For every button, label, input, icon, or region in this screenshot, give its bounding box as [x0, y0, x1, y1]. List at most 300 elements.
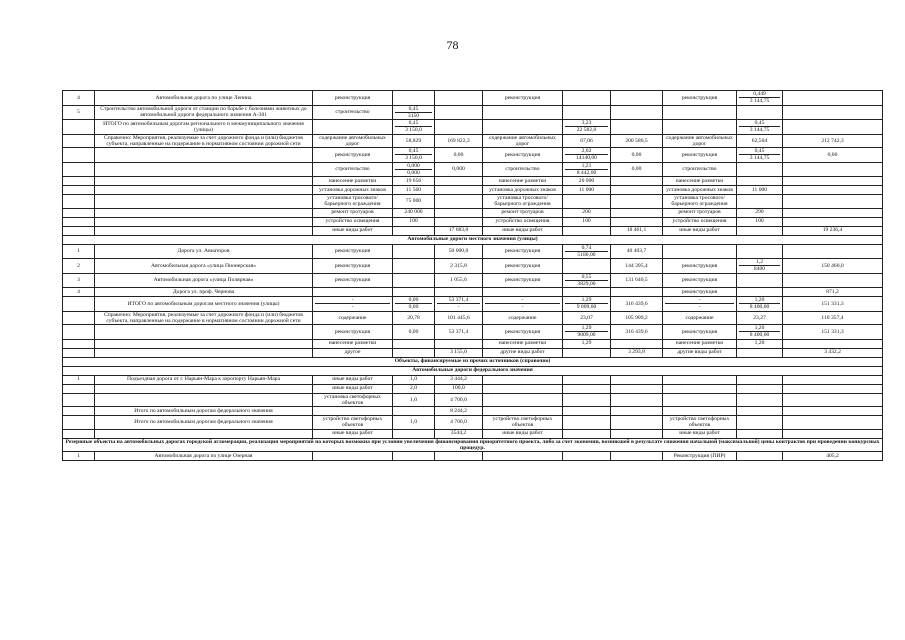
table-cell: реконструкция	[663, 259, 737, 274]
table-cell	[611, 186, 663, 195]
table-cell	[393, 226, 435, 235]
table-cell	[63, 195, 95, 209]
table-cell: 0,000	[435, 162, 483, 177]
table-cell: установка светофорных объектов	[313, 393, 393, 407]
table-cell	[393, 148, 435, 163]
table-cell	[611, 208, 663, 217]
table-cell: иные виды работ	[483, 226, 563, 235]
table-cell: реконструкция	[483, 325, 563, 340]
table-row	[63, 273, 883, 288]
table-cell: устройство светофорных объектов	[313, 416, 393, 430]
table-cell: установка дорожных знаков	[313, 186, 393, 195]
table-cell	[63, 120, 95, 135]
table-cell: строительство	[313, 105, 393, 120]
table-cell	[483, 297, 563, 312]
table-cell	[611, 288, 663, 297]
table-cell	[611, 407, 663, 416]
table-cell: нанесение разметки	[483, 177, 563, 186]
table-cell	[483, 407, 563, 416]
table-cell: ремонт тротуаров	[663, 208, 737, 217]
table-row	[63, 311, 883, 325]
table-cell: 1,0	[393, 416, 435, 430]
table-cell	[563, 244, 611, 259]
table-cell	[737, 162, 783, 177]
table-cell: 151 331,3	[783, 297, 883, 312]
table-cell: установка тросового/барьерного ограждения	[483, 195, 563, 209]
table-cell: ИТОГО по автомобильным дорогам регионального и межмуниципального значения (улицы)	[95, 120, 313, 135]
table-cell: 20,78	[393, 311, 435, 325]
cell-value: 9009,00	[565, 331, 608, 338]
table-cell: 2 315,8	[435, 259, 483, 274]
cell-value: 14140,00	[565, 154, 608, 161]
table-row	[63, 357, 883, 366]
table-cell: 1,0	[393, 393, 435, 407]
cell-value: 0,00	[395, 303, 432, 310]
table-row	[63, 429, 883, 438]
table-cell: установка тросового/барьерного ограждения	[663, 195, 737, 209]
table-cell	[611, 375, 663, 384]
table-cell	[63, 429, 95, 438]
table-cell	[563, 429, 611, 438]
cell-value: 3829,00	[565, 280, 608, 287]
table-cell	[737, 177, 783, 186]
table-cell: 0,00	[611, 162, 663, 177]
table-cell: реконструкция	[663, 91, 737, 106]
cell-value: 0,000	[407, 162, 420, 169]
table-cell	[737, 452, 783, 461]
cell-value: 1,29	[581, 325, 592, 331]
table-row	[63, 297, 883, 312]
table-cell	[393, 429, 435, 438]
table-row	[63, 288, 883, 297]
table-cell: другие виды работ	[483, 348, 563, 357]
table-cell: 144 395,4	[611, 259, 663, 274]
table-row	[63, 339, 883, 348]
table-cell: 11 560	[393, 186, 435, 195]
table-cell: 58,829	[393, 134, 435, 148]
table-cell	[783, 393, 883, 407]
table-row	[63, 177, 883, 186]
table-cell: 40 403,7	[611, 244, 663, 259]
cell-value: -	[351, 297, 354, 303]
table-cell: 17 683,0	[435, 226, 483, 235]
table-cell	[611, 91, 663, 106]
table-cell	[737, 325, 783, 340]
table-row	[63, 195, 883, 209]
table-cell	[611, 217, 663, 226]
table-cell	[737, 273, 783, 288]
cell-value: 5180,00	[565, 251, 608, 258]
table-cell: 1	[63, 244, 95, 259]
cell-value: 1,20	[754, 325, 765, 331]
cell-value: -	[698, 297, 701, 303]
cell-value: 3 144,75	[739, 97, 780, 104]
table-cell: 100	[393, 217, 435, 226]
table-cell	[783, 416, 883, 430]
table-cell: содержание	[313, 311, 393, 325]
table-cell	[737, 429, 783, 438]
table-row	[63, 393, 883, 407]
section-header: Резервные объекты на автомобильных дорогах городской агломерации, реализация мероприятий на которых возможна при условии увеличения финансирования приоритетного проекта, либо за счет экономии, возникшей в результате снижения начальной (максимальной) цены контрактов при проведении конкурсных процедур.	[63, 438, 883, 452]
table-cell: 1,0	[393, 375, 435, 384]
table-cell	[313, 297, 393, 312]
table-row	[63, 348, 883, 357]
table-cell	[611, 120, 663, 135]
table-cell: 316 439,6	[611, 297, 663, 312]
table-cell: 53 371,4	[435, 325, 483, 340]
table-cell: 100	[563, 217, 611, 226]
cell-value: -	[665, 303, 734, 310]
table-cell: 151 331,3	[783, 325, 883, 340]
table-cell	[783, 407, 883, 416]
cell-value: 0,45	[408, 148, 419, 154]
table-cell: установка дорожных знаков	[663, 186, 737, 195]
section-header: Автомобильные дороги местного значения (улицы)	[63, 235, 883, 244]
table-cell	[563, 297, 611, 312]
table-cell	[737, 105, 783, 120]
table-cell	[783, 217, 883, 226]
table-cell	[663, 297, 737, 312]
table-cell: строительство	[663, 162, 737, 177]
table-cell	[313, 407, 393, 416]
table-cell	[563, 452, 611, 461]
table-cell	[63, 177, 95, 186]
table-cell	[95, 339, 313, 348]
table-cell	[63, 311, 95, 325]
table-cell	[95, 208, 313, 217]
table-cell	[435, 208, 483, 217]
cell-value: 0,000	[395, 169, 432, 176]
cell-value: 53 371,4	[448, 297, 469, 303]
table-cell: 75 000	[393, 195, 435, 209]
table-cell: 18 461,1	[611, 226, 663, 235]
table-cell	[483, 393, 563, 407]
table-cell: 62,504	[737, 134, 783, 148]
table-cell: 1,20	[737, 339, 783, 348]
table-cell: реконструкция	[663, 273, 737, 288]
table-cell: реконструкция	[483, 259, 563, 274]
cell-value: 0,45	[754, 148, 765, 154]
table-cell	[563, 273, 611, 288]
table-cell: 150 460,0	[783, 259, 883, 274]
table-row	[63, 120, 883, 135]
table-cell	[435, 339, 483, 348]
table-cell	[63, 297, 95, 312]
table-row	[63, 186, 883, 195]
cell-value: 3 150,0	[395, 154, 432, 161]
table-cell	[563, 91, 611, 106]
table-cell: иные виды работ	[483, 429, 563, 438]
table-cell: 871,2	[783, 288, 883, 297]
table-cell	[435, 195, 483, 209]
table-cell	[393, 120, 435, 135]
table-cell	[611, 384, 663, 393]
table-cell: 1 055,6	[435, 273, 483, 288]
table-cell: Подъездная дорога от г. Нарьян-Мара к аэропорту Нарьян-Мара	[95, 375, 313, 384]
table-cell: Дорога ул. проф. Чернова	[95, 288, 313, 297]
table-cell	[563, 416, 611, 430]
table-cell: иные виды работ	[663, 226, 737, 235]
table-cell	[393, 273, 435, 288]
table-cell: нанесение разметки	[483, 339, 563, 348]
table-cell	[393, 452, 435, 461]
table-cell: 3	[63, 273, 95, 288]
table-cell	[313, 452, 393, 461]
section-header: Автомобильные дороги федерального значения	[63, 366, 883, 375]
table-cell	[313, 120, 393, 135]
table-cell: 131 640,5	[611, 273, 663, 288]
table-cell: 2,0	[393, 384, 435, 393]
table-cell	[563, 226, 611, 235]
table-cell: Дорога ул. Авиаторов	[95, 244, 313, 259]
cell-value: 8 400,00	[739, 331, 780, 338]
table-cell: 0,00	[435, 148, 483, 163]
table-cell: реконструкция	[313, 148, 393, 163]
cell-value: 0,45	[408, 120, 419, 126]
table-cell	[663, 384, 737, 393]
table-cell	[393, 244, 435, 259]
table-cell: устройство освещения	[663, 217, 737, 226]
table-cell	[611, 452, 663, 461]
table-cell: 212 742,3	[783, 134, 883, 148]
cell-value: 0,449	[753, 91, 766, 97]
table-cell	[563, 105, 611, 120]
table-cell: 20 000	[563, 177, 611, 186]
table-cell	[563, 195, 611, 209]
table-cell	[95, 348, 313, 357]
table-cell	[393, 288, 435, 297]
cell-value: -	[437, 303, 480, 310]
cell-value: 3150	[395, 112, 432, 119]
table-cell	[483, 375, 563, 384]
table-cell	[393, 339, 435, 348]
table-cell	[63, 384, 95, 393]
table-row	[63, 162, 883, 177]
table-cell	[95, 195, 313, 209]
table-cell	[435, 217, 483, 226]
table-cell: 4	[63, 91, 95, 106]
table-cell	[563, 407, 611, 416]
table-cell	[783, 273, 883, 288]
table-row	[63, 259, 883, 274]
table-row	[63, 416, 883, 430]
table-cell	[663, 407, 737, 416]
table-row	[63, 452, 883, 461]
cell-value: 9 009,00	[565, 303, 608, 310]
cell-value: 3 144,75	[739, 154, 780, 161]
table-cell: иные виды работ	[313, 384, 393, 393]
table-cell: Итого по автомобильным дорогам федерального значения	[95, 407, 313, 416]
table-cell	[783, 244, 883, 259]
table-cell	[783, 208, 883, 217]
table-cell	[63, 148, 95, 163]
table-cell: 101 445,6	[435, 311, 483, 325]
table-cell: 200	[563, 208, 611, 217]
table-row	[63, 407, 883, 416]
table-cell: 100	[737, 217, 783, 226]
table-cell: реконструкция	[483, 273, 563, 288]
table-cell	[393, 297, 435, 312]
table-cell: 3544,2	[435, 429, 483, 438]
cell-value: 3 150,0	[395, 126, 432, 133]
table-cell	[783, 162, 883, 177]
table-cell	[737, 148, 783, 163]
table-cell: другие виды работ	[663, 348, 737, 357]
table-cell: содержание автомобильных дорог	[663, 134, 737, 148]
table-cell	[663, 105, 737, 120]
cell-value: 0,55	[581, 273, 592, 280]
cell-value: 1,20	[754, 297, 765, 303]
table-cell	[95, 429, 313, 438]
table-cell: Справочно: Мероприятия, реализуемые за счет дорожного фонда и (или) бюджетов субъекта, направленные на подержание в нормативном состоянии дорожной сети	[95, 134, 313, 148]
table-row	[63, 325, 883, 340]
table-cell	[95, 226, 313, 235]
table-row	[63, 235, 883, 244]
table-cell	[63, 416, 95, 430]
cell-value: 0,74	[581, 244, 592, 251]
table-row	[63, 375, 883, 384]
table-cell: содержание автомобильных дорог	[313, 134, 393, 148]
table-cell: ремонт тротуаров	[313, 208, 393, 217]
table-cell	[563, 348, 611, 357]
cell-value: 1,2	[756, 259, 763, 265]
table-cell	[737, 120, 783, 135]
table-cell	[63, 217, 95, 226]
table-cell	[737, 393, 783, 407]
table-cell	[483, 105, 563, 120]
table-cell	[783, 429, 883, 438]
table-cell	[663, 375, 737, 384]
table-cell	[63, 407, 95, 416]
table-cell	[95, 148, 313, 163]
table-cell	[663, 393, 737, 407]
page-number: 78	[446, 38, 459, 52]
table-cell	[783, 105, 883, 120]
table-cell: 105 909,2	[611, 311, 663, 325]
table-cell	[563, 375, 611, 384]
table-cell	[737, 384, 783, 393]
table-row	[63, 208, 883, 217]
section-header: Объекты, финансируемые из прочих источников (справочно)	[63, 357, 883, 366]
table-cell: 19 656	[393, 177, 435, 186]
table-cell: 110 357,4	[783, 311, 883, 325]
table-cell	[663, 244, 737, 259]
table-cell	[63, 325, 95, 340]
table-cell: 290	[737, 208, 783, 217]
road-works-table	[62, 90, 883, 461]
table-cell	[483, 120, 563, 135]
table-cell: 11 000	[737, 186, 783, 195]
table-cell	[435, 177, 483, 186]
table-cell: Строительство автомобильной дороги от станции по борьбе с болезнями животных до автомобильной дороги федерального значения А-381	[95, 105, 313, 120]
table-cell	[95, 217, 313, 226]
table-cell: 0,00	[393, 325, 435, 340]
table-row	[63, 244, 883, 259]
table-cell	[63, 208, 95, 217]
table-cell	[63, 186, 95, 195]
table-cell	[435, 297, 483, 312]
table-cell	[563, 120, 611, 135]
cell-value: 3 144,75	[739, 126, 780, 133]
cell-value: 1,29	[581, 297, 592, 303]
cell-value: 8400	[739, 265, 780, 272]
table-cell: другое	[313, 348, 393, 357]
table-cell	[63, 339, 95, 348]
table-cell: 3 293,8	[611, 348, 663, 357]
table-cell: 2	[63, 259, 95, 274]
table-cell: иные виды работ	[313, 375, 393, 384]
table-cell: реконструкция	[483, 148, 563, 163]
table-cell: содержание	[663, 311, 737, 325]
table-cell	[783, 384, 883, 393]
table-cell: 316 439,6	[611, 325, 663, 340]
table-cell: нанесение разметки	[313, 177, 393, 186]
table-cell: реконструкция	[483, 244, 563, 259]
cell-value: 0,00	[408, 297, 419, 303]
table-cell	[393, 105, 435, 120]
table-cell: 200 586,5	[611, 134, 663, 148]
table-cell	[563, 162, 611, 177]
table-cell: устройство светофорных объектов	[663, 416, 737, 430]
table-cell: 0,00	[783, 148, 883, 163]
table-cell: 3 432,2	[783, 348, 883, 357]
table-row	[63, 438, 883, 452]
table-cell	[63, 162, 95, 177]
table-cell	[313, 288, 393, 297]
table-cell: Автомобильная дорога «улица Полярная»	[95, 273, 313, 288]
table-cell: ремонт тротуаров	[483, 208, 563, 217]
table-cell: 1	[63, 375, 95, 384]
table-cell: нанесение разметки	[663, 177, 737, 186]
table-cell	[611, 105, 663, 120]
table-cell: 169 822,3	[435, 134, 483, 148]
table-cell	[737, 226, 783, 235]
table-cell	[95, 384, 313, 393]
cell-value: -	[521, 297, 524, 303]
cell-value: -	[485, 303, 560, 310]
table-cell: 23,27	[737, 311, 783, 325]
table-cell	[783, 91, 883, 106]
table-cell	[95, 177, 313, 186]
table-cell: 1	[63, 452, 95, 461]
table-cell: нанесение разметки	[313, 339, 393, 348]
table-cell	[737, 288, 783, 297]
table-cell: Справочно: Мероприятия, реализуемые за счет дорожного фонда и (или) бюджетов субъекта, направленные на подержание в нормативном состоянии дорожной сети	[95, 311, 313, 325]
table-cell: установка тросового/барьерного ограждения	[313, 195, 393, 209]
table-cell: устройство светофорных объектов	[483, 416, 563, 430]
table-cell: строительство	[313, 162, 393, 177]
table-cell: 3 444,2	[435, 375, 483, 384]
table-cell: реконструкция	[313, 244, 393, 259]
table-cell: 0,00	[611, 148, 663, 163]
table-cell	[435, 91, 483, 106]
table-cell: устройство освещения	[483, 217, 563, 226]
table-cell	[737, 297, 783, 312]
table-cell: 4 700,0	[435, 393, 483, 407]
table-cell	[611, 429, 663, 438]
cell-value: 8 400,00	[739, 303, 780, 310]
table-cell	[435, 186, 483, 195]
table-cell: 3 155,0	[435, 348, 483, 357]
table-cell	[393, 348, 435, 357]
table-cell	[563, 259, 611, 274]
table-cell	[611, 195, 663, 209]
table-cell: 405,2	[783, 452, 883, 461]
table-cell	[737, 244, 783, 259]
table-cell: реконструкция	[663, 148, 737, 163]
table-cell: Реконструкция (ПИР)	[663, 452, 737, 461]
table-cell: установка дорожных знаков	[483, 186, 563, 195]
